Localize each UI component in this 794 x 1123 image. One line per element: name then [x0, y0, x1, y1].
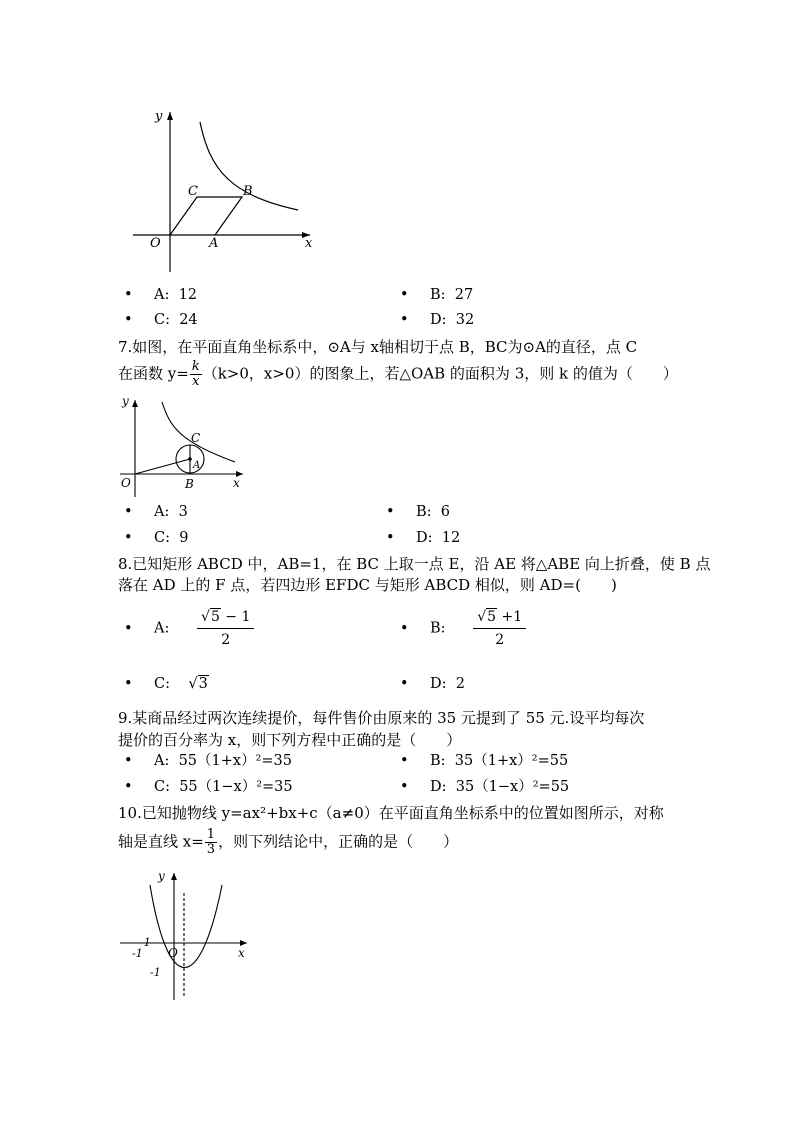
q6-option-b[interactable]: • B: 27	[400, 287, 474, 303]
bullet: •	[386, 530, 395, 546]
label-x: x	[238, 946, 245, 960]
bullet: •	[400, 779, 409, 795]
bullet: •	[400, 287, 409, 303]
fraction-one-third: $\frac{1}{3}$	[206, 827, 216, 857]
q8-option-b[interactable]: • B: $\frac{√5 +1}{2}$	[400, 606, 526, 651]
bullet: •	[124, 620, 133, 637]
parabola-curve	[150, 885, 222, 968]
bullet: •	[124, 753, 133, 769]
q9-option-c[interactable]: • C: 55（1−x）²=35	[124, 779, 293, 795]
q7-option-a[interactable]: • A: 3	[124, 504, 188, 520]
fraction-sqrt5-minus-1-over-2: $\frac{√5 - 1}{2}$	[197, 606, 254, 651]
q9-stem-line1: 9.某商品经过两次连续提价，每件售价由原来的 35 元提到了 55 元.设平均每次	[118, 709, 645, 727]
label-c: C	[188, 184, 198, 199]
bullet: •	[124, 287, 133, 303]
label-a: A	[193, 460, 201, 471]
parallelogram-oabc	[170, 197, 242, 235]
q8-option-a[interactable]: • A: $\frac{√5 - 1}{2}$	[124, 606, 254, 651]
q7-option-d[interactable]: • D: 12	[386, 530, 461, 546]
q9-option-b[interactable]: • B: 35（1+x）²=55	[400, 753, 569, 769]
q6-option-a[interactable]: • A: 12	[124, 287, 198, 303]
label-neg1-x: -1	[132, 947, 143, 960]
q9-option-a[interactable]: • A: 55（1+x）²=35	[124, 753, 292, 769]
q6-option-c[interactable]: • C: 24	[124, 312, 198, 328]
q7-stem-line2: 在函数 y= $\frac{k}{x}$ （k>0，x>0）的图象上，若△OAB 的面积为 3，则 k 的值为（ ）	[118, 359, 678, 389]
bullet: •	[124, 530, 133, 546]
figure-circle-tangent	[115, 392, 255, 497]
q8-option-d[interactable]: • D: 2	[400, 676, 465, 692]
fraction-sqrt5-plus-1-over-2: $\frac{√5 +1}{2}$	[473, 606, 526, 651]
bullet: •	[124, 779, 133, 795]
figure-parabola	[110, 865, 260, 1005]
label-c: C	[191, 431, 201, 445]
bullet: •	[124, 312, 133, 328]
q9-option-d[interactable]: • D: 35（1−x）²=55	[400, 779, 570, 795]
label-x: x	[305, 236, 313, 251]
q10-stem-line2: 轴是直线 x= $\frac{1}{3}$ ，则下列结论中，正确的是（ ）	[118, 827, 459, 857]
label-b: B	[243, 184, 253, 199]
q6-option-d[interactable]: • D: 32	[400, 312, 475, 328]
label-y: y	[158, 869, 165, 883]
y-axis-arrow	[167, 112, 173, 120]
label-neg1-y: -1	[150, 966, 161, 979]
label-a: A	[209, 236, 219, 251]
bullet: •	[124, 504, 133, 520]
segment-oa	[135, 459, 190, 474]
bullet: •	[400, 620, 409, 637]
q7-option-c[interactable]: • C: 9	[124, 530, 189, 546]
label-y: y	[155, 109, 163, 124]
figure-parallelogram-hyperbola	[125, 100, 325, 280]
bullet: •	[386, 504, 395, 520]
bullet: •	[400, 676, 409, 692]
q8-option-c[interactable]: • C: √3	[124, 676, 208, 692]
label-b: B	[185, 477, 194, 491]
q7-stem-line1: 7.如图，在平面直角坐标系中，⊙A与 x轴相切于点 B，BC为⊙A的直径，点 C	[118, 338, 638, 356]
fraction-k-over-x: $\frac{k}{x}$	[191, 359, 200, 389]
label-o: O	[168, 946, 178, 960]
label-neg1-top: -1	[140, 936, 151, 949]
q7-option-b[interactable]: • B: 6	[386, 504, 450, 520]
label-o: O	[121, 476, 131, 490]
bullet: •	[124, 676, 133, 692]
q9-stem-line2: 提价的百分率为 x，则下列方程中正确的是（ ）	[118, 731, 462, 749]
bullet: •	[400, 312, 409, 328]
label-y: y	[122, 394, 129, 408]
q8-stem-line2: 落在 AD 上的 F 点，若四边形 EFDC 与矩形 ABCD 相似，则 AD=( )	[118, 576, 617, 594]
label-x: x	[233, 476, 240, 490]
q10-stem-line1: 10.已知抛物线 y=ax²+bx+c（a≠0）在平面直角坐标系中的位置如图所示，对称	[118, 804, 664, 822]
bullet: •	[400, 753, 409, 769]
q8-stem-line1: 8.已知矩形 ABCD 中，AB=1，在 BC 上取一点 E，沿 AE 将△ABE 向上折叠，使 B 点	[118, 555, 711, 573]
label-o: O	[150, 236, 161, 251]
